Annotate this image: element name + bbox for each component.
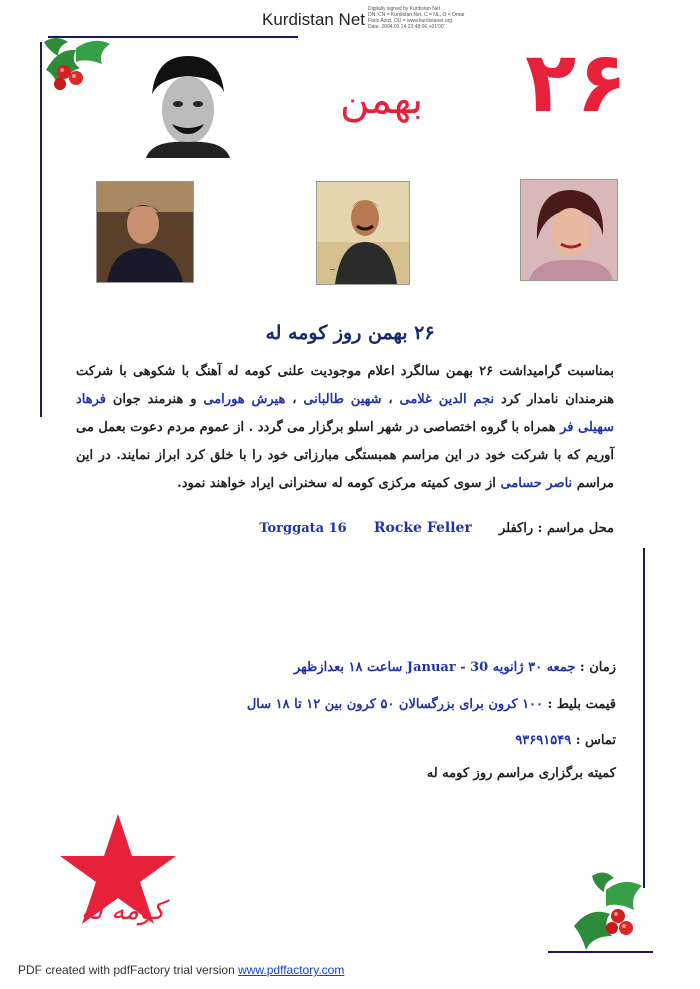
artist-name: شهین طالبانی	[303, 392, 382, 407]
artist-photo-right	[520, 179, 618, 281]
ticket-price: قیمت بلیط : ۱۰۰ کرون برای بزرگسالان ۵۰ کرون بین ۱۲ تا ۱۸ سال	[246, 697, 616, 712]
announcement-paragraph: بمناسبت گرامیداشت ۲۶ بهمن سالگرد اعلام موجودیت علنی کومه له آهنگ با شکوهی با شرکت هنرمندان نامدار کرد نجم الدین غلامی ، شهین طالبانی ، هیرش هورامی و هنرمند جوان فرهاد سهیلی فر همراه با گروه اختصاصی در شهر اسلو برگزار می گردد . از عموم مردم دعوت بعمل می آوریم که با شرکت خود در این مراسم همبستگی مبارزاتی خود را با خلق کرد ابراز نمایند. در این مراسم ناصر حسامی از سوی کمیته مرکزی کومه له سخنرانی ایراد خواهند نمود.	[76, 364, 615, 491]
contact-phone: تماس : ۹۳۶۹۱۵۴۹	[515, 733, 616, 748]
venue-name: Rocke Feller	[373, 520, 472, 536]
holly-corner-icon	[562, 866, 652, 956]
artist-photo-center	[316, 181, 410, 285]
speaker-name: ناصر حسامی	[500, 476, 573, 491]
frame-line-right	[643, 548, 645, 888]
pdf-footer: PDF created with pdfFactory trial version www.pdffactory.com	[18, 963, 345, 977]
artist-name: هیرش هورامی	[203, 392, 286, 407]
portrait-photo	[132, 48, 242, 158]
date-number: ۲۶	[525, 33, 628, 131]
svg-text:~: ~	[329, 265, 336, 274]
venue-label: محل مراسم : راکفلر	[498, 521, 614, 536]
venue-street: Torggata 16	[259, 521, 347, 536]
artist-name: نجم الدین غلامی	[399, 392, 495, 407]
headline: ۲۶ بهمن روز کومه له	[265, 322, 435, 344]
artist-name: فرهاد سهیلی فر	[76, 392, 614, 435]
month-title: بهمن	[340, 77, 424, 123]
watermark-title: Kurdistan Net	[262, 10, 365, 29]
holly-corner-icon	[36, 28, 116, 108]
event-time: زمان : جمعه ۳۰ ژانویه 30 - Januar ساعت ۱۸ بعدازظهر	[293, 660, 616, 675]
pdffactory-link[interactable]: www.pdffactory.com	[238, 963, 345, 977]
logo-text: کومه له	[81, 896, 165, 926]
organizer: کمیته برگزاری مراسم روز کومه له	[426, 766, 616, 781]
digital-signature: Digitally signed by Kurdistan Net DN: CN = Kurdistan Net, C = NL, O = Omar Fario Azizi, OU = www.kurdistanet.org Date: 2004.01.14 23:48:06 +01'00'	[368, 6, 465, 30]
artist-photo-left	[96, 181, 194, 283]
venue-line	[76, 520, 614, 536]
